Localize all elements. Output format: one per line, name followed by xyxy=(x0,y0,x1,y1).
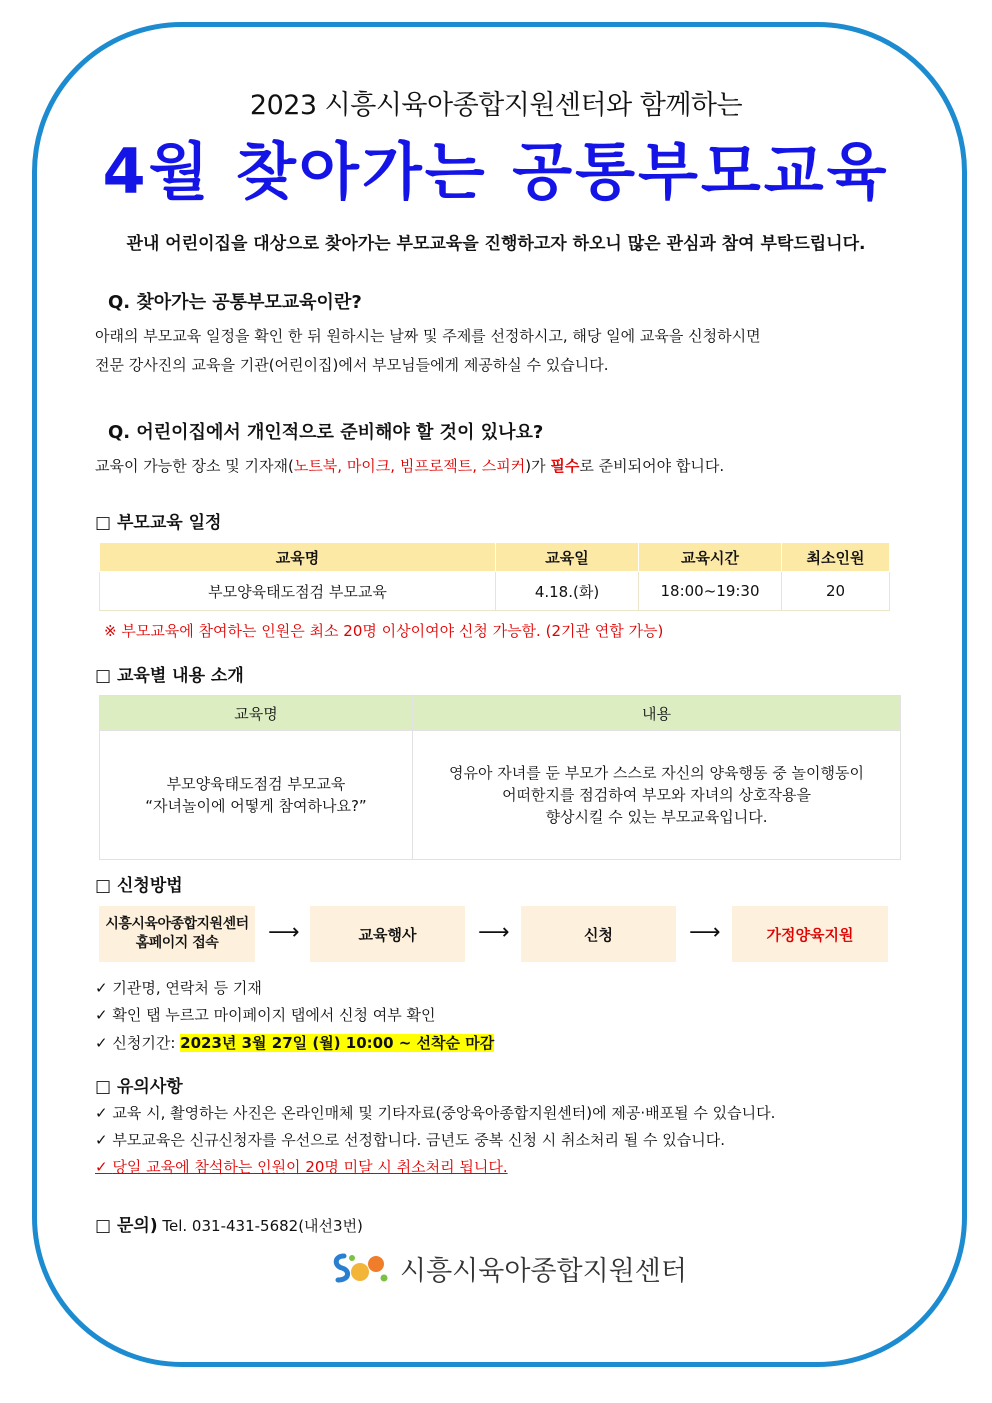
faq-question-1: Q. 찾아가는 공통부모교육이란? xyxy=(108,292,362,313)
schedule-table xyxy=(99,542,890,611)
apply-check-1-text: 기관명, 연락처 등 기재 xyxy=(112,979,262,997)
equipment-list: 노트북, 마이크, 빔프로젝트, 스피커 xyxy=(293,457,526,475)
schedule-note: ※ 부모교육에 참여하는 인원은 최소 20명 이상이여야 신청 가능함. (2기관 연합 가능) xyxy=(104,622,664,640)
note-warning-text: 당일 교육에 참석하는 인원이 20명 미달 시 취소처리 됩니다. xyxy=(112,1158,508,1176)
schedule-cell-min: 20 xyxy=(782,572,890,611)
content-desc-line-3: 향상시킬 수 있는 부모교육입니다. xyxy=(545,808,768,826)
period-value: 2023년 3월 27일 (월) 10:00 ~ 선착순 마감 xyxy=(180,1034,495,1052)
schedule-col-name: 교육명 xyxy=(100,543,496,572)
schedule-cell-time: 18:00~19:30 xyxy=(639,572,782,611)
schedule-heading: □ 부모교육 일정 xyxy=(95,513,222,533)
schedule-col-date: 교육일 xyxy=(496,543,639,572)
content-header-row xyxy=(100,696,901,731)
table-row xyxy=(100,731,901,860)
faq-answer-2-post: 로 준비되어야 합니다. xyxy=(579,457,725,475)
table-row xyxy=(100,572,890,611)
check-icon: ✓ xyxy=(95,1104,108,1122)
org-name: 시흥시육아종합지원센터 xyxy=(400,1255,687,1287)
faq-question-2: Q. 어린이집에서 개인적으로 준비해야 할 것이 있나요? xyxy=(108,422,544,443)
page-title: 4월 찾아가는 공통부모교육 xyxy=(102,135,890,208)
faq-answer-1-line-1: 아래의 부모교육 일정을 확인 한 뒤 원하시는 날짜 및 주제를 선정하시고, 해당 일에 교육을 신청하시면 xyxy=(95,327,761,345)
note-warning xyxy=(95,1156,508,1177)
check-icon: ✓ xyxy=(95,1158,108,1176)
faq-answer-2-pre: 교육이 가능한 장소 및 기자재( xyxy=(95,457,294,475)
schedule-cell-date: 4.18.(화) xyxy=(496,572,639,611)
notes-heading: □ 유의사항 xyxy=(95,1077,183,1097)
check-icon: ✓ xyxy=(95,979,108,997)
contact-heading: □ 문의) xyxy=(95,1216,158,1236)
step-event: 교육행사 xyxy=(310,906,465,962)
content-table xyxy=(99,695,901,860)
content-desc-line-2: 어떠한지를 점검하여 부모와 자녀의 상호작용을 xyxy=(502,786,811,804)
step-homepage xyxy=(99,906,255,962)
check-icon: ✓ xyxy=(95,1034,108,1052)
note-item-2 xyxy=(95,1129,725,1150)
step-home-parenting: 가정양육지원 xyxy=(732,906,888,962)
schedule-col-min: 최소인원 xyxy=(782,543,890,572)
note-item-1-text: 교육 시, 촬영하는 사진은 온라인매체 및 기타자료(중앙육아종합지원센터)에 제공·배포될 수 있습니다. xyxy=(112,1104,776,1122)
step-1-line-1: 시흥시육아종합지원센터 xyxy=(105,916,249,932)
content-desc-line-1: 영유아 자녀를 둔 부모가 스스로 자신의 양육행동 중 놀이행동이 xyxy=(449,764,864,782)
apply-check-2 xyxy=(95,1004,436,1025)
check-icon: ✓ xyxy=(95,1131,108,1149)
org-logo-icon xyxy=(330,1248,392,1288)
contact-tel: Tel. 031-431-5682(내선3번) xyxy=(162,1217,363,1235)
check-icon: ✓ xyxy=(95,1006,108,1024)
faq-answer-1-line-2: 전문 강사진의 교육을 기관(어린이집)에서 부모님들에게 제공하실 수 있습니다. xyxy=(95,356,609,374)
apply-check-2-text: 확인 탭 누르고 마이페이지 탭에서 신청 여부 확인 xyxy=(112,1006,436,1024)
apply-check-1 xyxy=(95,977,262,998)
step-1-line-2: 홈페이지 접속 xyxy=(135,935,219,951)
arrow-right-icon: ⟶ xyxy=(478,920,510,945)
faq-answer-1 xyxy=(95,322,915,380)
content-name-line-2: “자녀놀이에 어떻게 참여하나요?” xyxy=(145,797,367,815)
content-cell-name xyxy=(100,731,413,860)
content-cell-desc xyxy=(413,731,901,860)
content-col-desc: 내용 xyxy=(413,696,901,731)
intro-text: 관내 어린이집을 대상으로 찾아가는 부모교육을 진행하고자 하오니 많은 관심과 참여 부탁드립니다. xyxy=(126,234,866,254)
content-name-line-1: 부모양육태도점검 부모교육 xyxy=(166,775,346,793)
page-subtitle: 2023 시흥시육아종합지원센터와 함께하는 xyxy=(249,90,743,121)
faq-answer-2-mid: )가 xyxy=(525,457,551,475)
schedule-header-row xyxy=(100,543,890,572)
faq-answer-2 xyxy=(95,452,915,481)
note-item-2-text: 부모교육은 신규신청자를 우선으로 선정합니다. 금년도 중복 신청 시 취소처리 될 수 있습니다. xyxy=(112,1131,725,1149)
schedule-cell-name: 부모양육태도점검 부모교육 xyxy=(100,572,496,611)
note-item-1 xyxy=(95,1102,775,1123)
apply-heading: □ 신청방법 xyxy=(95,876,183,896)
content-col-name: 교육명 xyxy=(100,696,413,731)
apply-period xyxy=(95,1032,494,1053)
org-logo xyxy=(330,1248,687,1288)
arrow-right-icon: ⟶ xyxy=(268,920,300,945)
step-apply: 신청 xyxy=(521,906,676,962)
schedule-col-time: 교육시간 xyxy=(639,543,782,572)
contact-line xyxy=(95,1211,363,1236)
content-heading: □ 교육별 내용 소개 xyxy=(95,666,244,686)
period-label: 신청기간: xyxy=(112,1034,181,1052)
required-label: 필수 xyxy=(550,457,580,475)
arrow-right-icon: ⟶ xyxy=(689,920,721,945)
